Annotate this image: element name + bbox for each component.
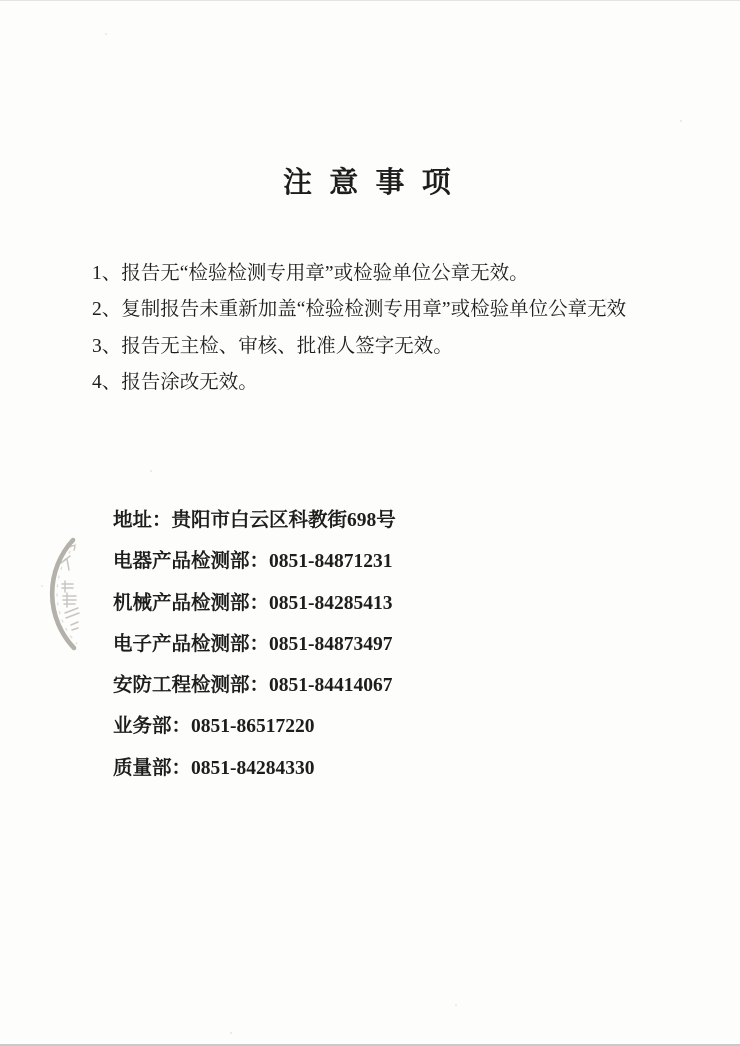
notice-list (92, 256, 626, 401)
notice-number: 2、 (92, 299, 122, 321)
notice-number: 3、 (92, 335, 122, 357)
scan-speck (605, 298, 607, 300)
contact-label: 地址： (113, 510, 172, 531)
contact-item-business-dept (113, 706, 396, 747)
scan-speck (105, 33, 107, 35)
notice-item (92, 292, 626, 328)
contact-value: 贵阳市白云区科教街698号 (171, 510, 396, 531)
contact-item-security-dept (113, 665, 396, 706)
notice-number: 1、 (92, 263, 122, 284)
contact-value: 0851-84873497 (269, 633, 393, 655)
notice-text: 报告涂改无效。 (121, 371, 258, 393)
contact-label: 电子产品检测部： (113, 633, 270, 655)
notice-text: 报告无“检验检测专用章”或检验单位公章无效。 (121, 263, 529, 284)
scan-speck (230, 1032, 232, 1034)
notice-item (92, 365, 626, 401)
contact-label: 安防工程检测部： (113, 675, 270, 697)
scan-speck (150, 470, 152, 472)
contact-item-electrical-dept (113, 541, 396, 582)
contact-label: 质量部： (113, 757, 192, 779)
notice-text: 报告无主检、审核、批准人签字无效。 (121, 335, 453, 357)
contact-value: 0851-84284330 (191, 757, 315, 779)
scan-speck (41, 585, 43, 587)
contact-item-quality-dept (113, 748, 396, 789)
scan-speck (455, 1004, 457, 1006)
partial-seal-stamp-icon (44, 532, 108, 656)
notice-text: 复制报告未重新加盖“检验检测专用章”或检验单位公章无效 (121, 299, 627, 321)
notice-item (92, 256, 626, 292)
scan-speck (680, 120, 682, 122)
contact-label: 业务部： (113, 716, 192, 738)
contact-label: 机械产品检测部： (113, 592, 270, 614)
contact-value: 0851-86517220 (191, 716, 315, 738)
contact-item-machinery-dept (113, 583, 396, 624)
scan-edge-top (0, 0, 740, 1)
contact-item-electronics-dept (113, 624, 396, 665)
contact-item-address (113, 500, 396, 541)
contact-value: 0851-84414067 (269, 675, 393, 697)
page-title: 注 意 事 项 (283, 167, 456, 199)
contact-value: 0851-84871231 (269, 551, 393, 573)
notice-number: 4、 (92, 371, 122, 393)
contact-value: 0851-84285413 (269, 592, 393, 614)
notice-item (92, 329, 626, 365)
contact-label: 电器产品检测部： (113, 551, 270, 573)
contact-list (113, 500, 396, 789)
